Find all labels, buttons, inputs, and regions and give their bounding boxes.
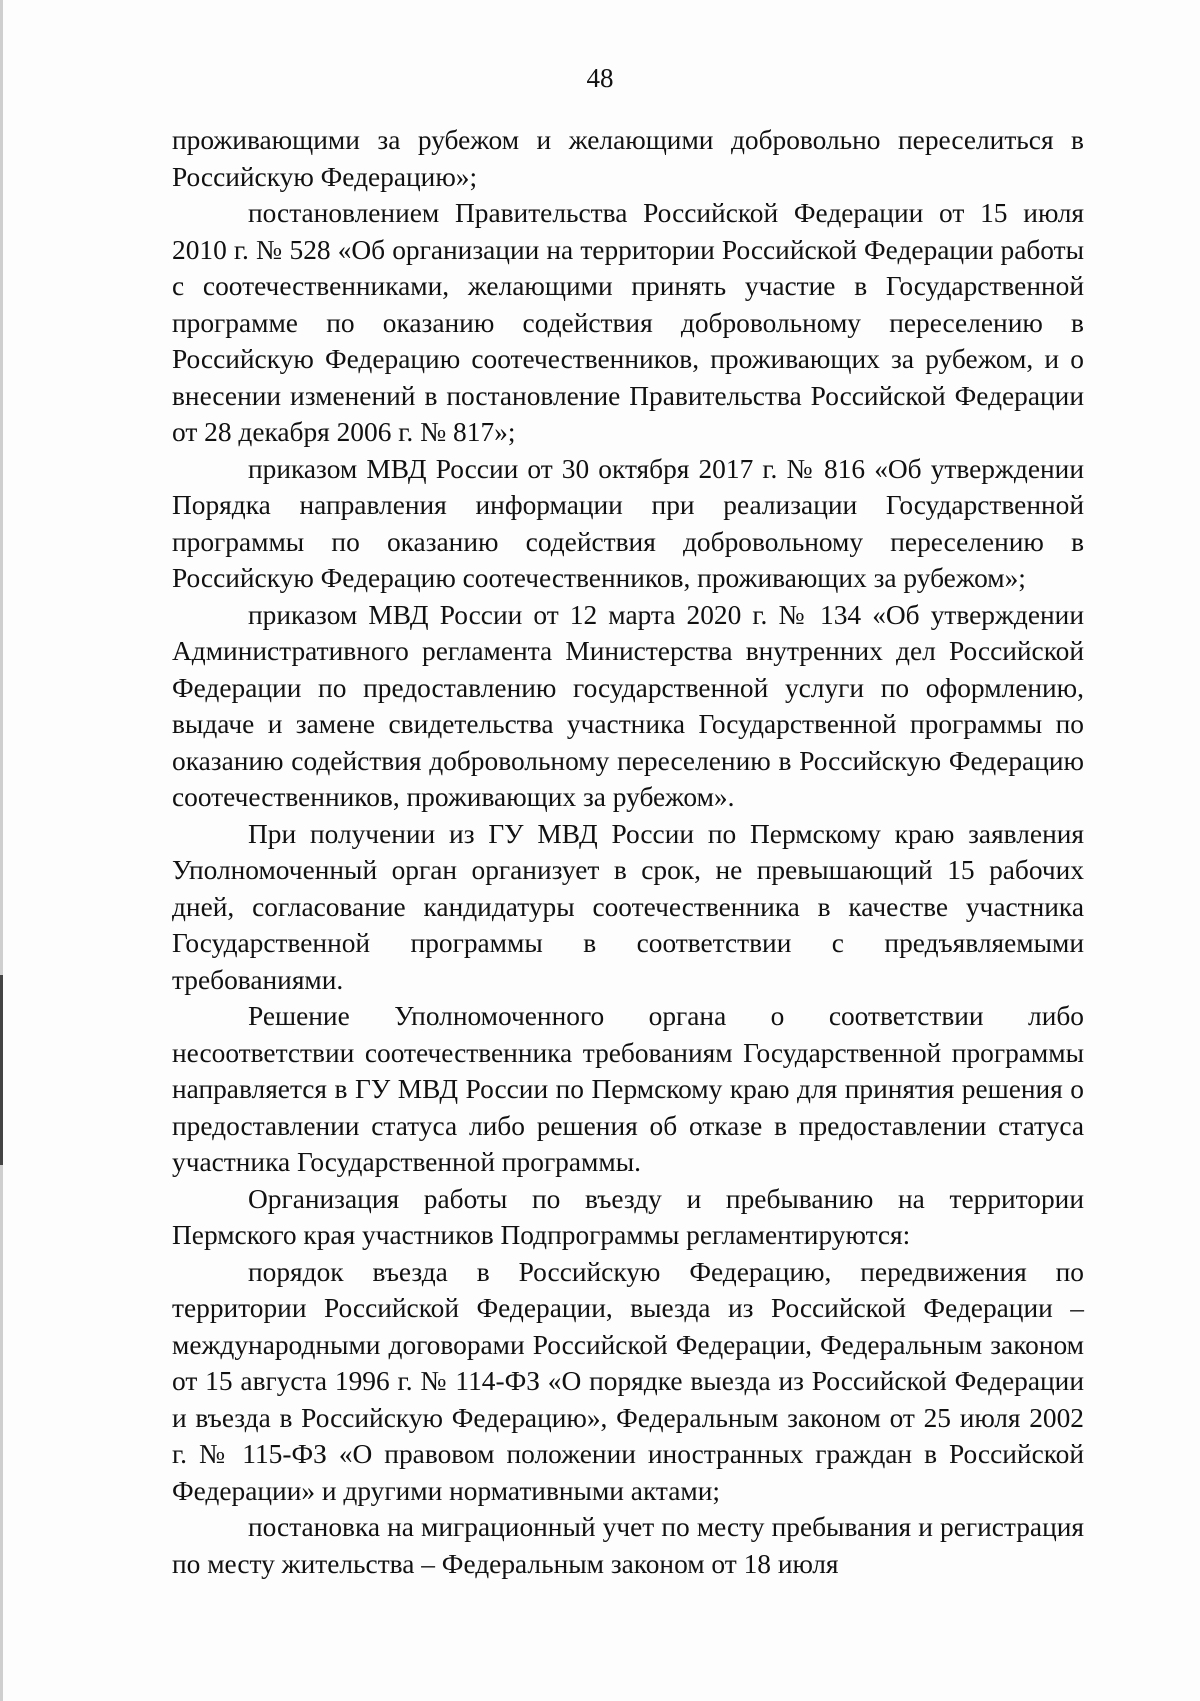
page-number: 48 <box>586 63 614 93</box>
paragraph: проживающими за рубежом и желающими добровольно переселиться в Российскую Федерацию»; <box>172 125 1084 192</box>
scan-binding-mark <box>0 975 3 1165</box>
paragraph: Решение Уполномоченного органа о соответствии либо несоответствии соотечественника требованиям Государственной программы направляется в ГУ МВД России по Пермскому краю для принятия решения о предоставлении статуса либо решения об отказе в предоставлении статуса участника Государственной программы. <box>172 1001 1084 1177</box>
scan-left-edge <box>0 0 3 1701</box>
document-body <box>172 122 1084 1582</box>
paragraph: постановлением Правительства Российской Федерации от 15 июля 2010 г. № 528 «Об организации на территории Российской Федерации работы с соотечественниками, желающими принять участие в Государственной программе по оказанию содействия добровольному переселению в Российскую Федерацию соотечественников, проживающих за рубежом, и о внесении изменений в постановление Правительства Российской Федерации от 28 декабря 2006 г. № 817»; <box>172 198 1084 447</box>
paragraph: постановка на миграционный учет по месту пребывания и регистрация по месту жительства – Федеральным законом от 18 июля <box>172 1512 1084 1579</box>
paragraph: Организация работы по въезду и пребыванию на территории Пермского края участников Подпрограммы регламентируются: <box>172 1183 1084 1250</box>
paragraph: приказом МВД России от 30 октября 2017 г. № 816 «Об утверждении Порядка направления информации при реализации Государственной программы по оказанию содействия добровольному переселению в Российскую Федерацию соотечественников, проживающих за рубежом»; <box>172 453 1084 593</box>
paragraph: порядок въезда в Российскую Федерацию, передвижения по территории Российской Федерации, выезда из Российской Федерации – международными договорами Российской Федерации, Федеральным законом от 15 августа 1996 г. № 114-ФЗ «О порядке выезда из Российской Федерации и въезда в Российскую Федерацию», Федеральным законом от 25 июля 2002 г. № 115-ФЗ «О правовом положении иностранных граждан в Российской Федерации» и другими нормативными актами; <box>172 1256 1084 1506</box>
paragraph: При получении из ГУ МВД России по Пермскому краю заявления Уполномоченный орган организует в срок, не превышающий 15 рабочих дней, согласование кандидатуры соотечественника в качестве участника Государственной программы в соответствии с предъявляемыми требованиями. <box>172 818 1084 995</box>
paragraph: приказом МВД России от 12 марта 2020 г. № 134 «Об утверждении Административного регламента Министерства внутренних дел Российской Федерации по предоставлению государственной услуги по оформлению, выдаче и замене свидетельства участника Государственной программы по оказанию содействия добровольному переселению в Российскую Федерацию соотечественников, проживающих за рубежом». <box>172 599 1084 812</box>
